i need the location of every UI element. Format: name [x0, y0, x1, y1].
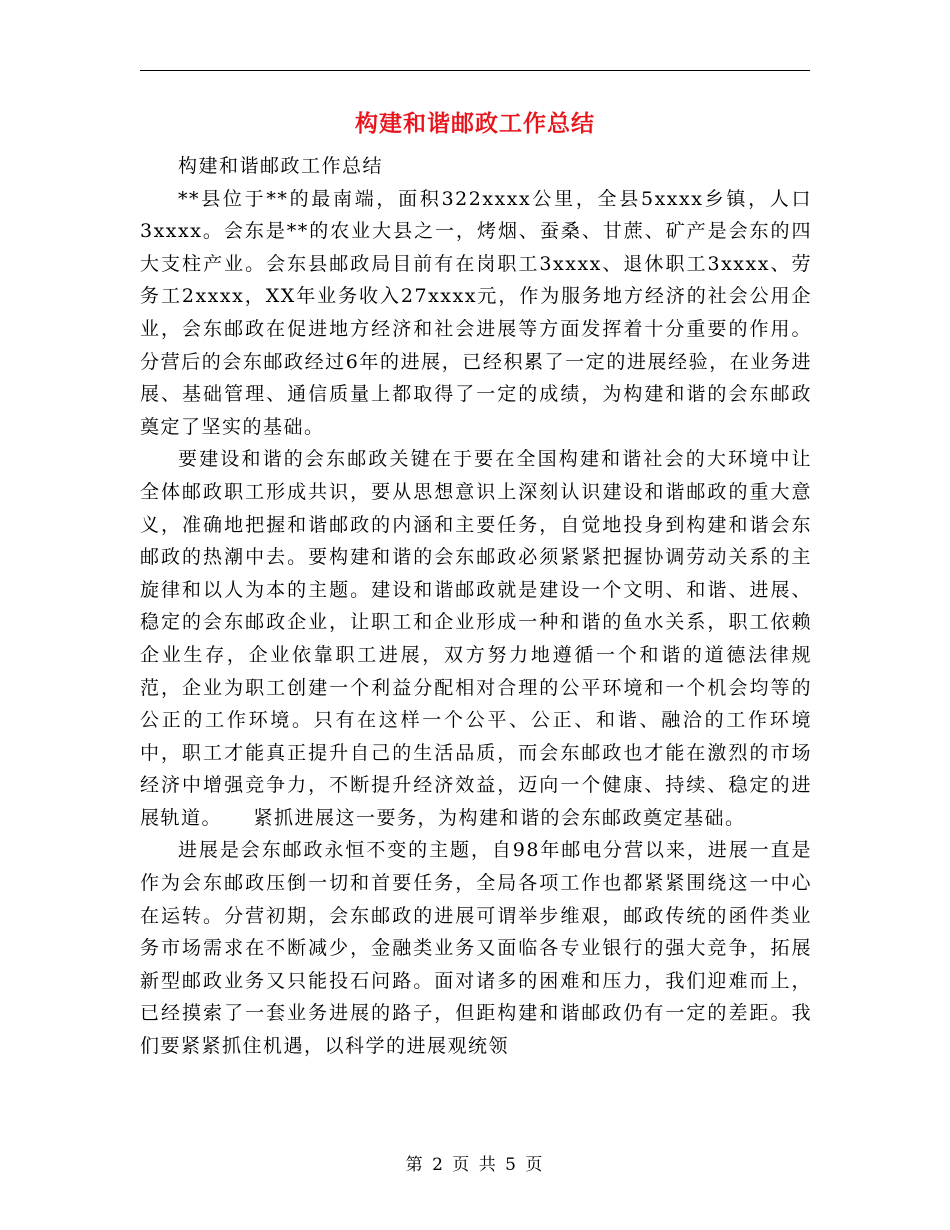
header-rule: [140, 70, 810, 71]
body-paragraph: **县位于**的最南端，面积322xxxx公里，全县5xxxx乡镇，人口3xxxx。会东是**的农业大县之一，烤烟、蚕桑、甘蔗、矿产是会东的四大支柱产业。会东县邮政局目前有在岗职工3xxxx、退休职工3xxxx、劳务工2xxxx，XX年业务收入27xxxx元，作为服务地方经济的社会公用企业，会东邮政在促进地方经济和社会进展等方面发挥着十分重要的作用。分营后的会东邮政经过6年的进展，已经积累了一定的进展经验，在业务进展、基础管理、通信质量上都取得了一定的成绩，为构建和谐的会东邮政奠定了坚实的基础。: [140, 187, 812, 438]
subtitle-paragraph: 构建和谐邮政工作总结: [178, 155, 384, 177]
document-title: 构建和谐邮政工作总结: [355, 110, 595, 137]
page-number-footer: 第 2 页 共 5 页: [405, 1155, 545, 1175]
document-body: [140, 150, 812, 1063]
body-paragraph: 进展是会东邮政永恒不变的主题，自98年邮电分营以来，进展一直是作为会东邮政压倒一切和首要任务，全局各项工作也都紧紧围绕这一中心在运转。分营初期，会东邮政的进展可谓举步维艰，邮政传统的函件类业务市场需求在不断减少，金融类业务又面临各专业银行的强大竞争，拓展新型邮政业务又只能投石问路。面对诸多的困难和压力，我们迎难而上，已经摸索了一套业务进展的路子，但距构建和谐邮政仍有一定的差距。我们要紧紧抓住机遇，以科学的进展观统领: [140, 839, 812, 1058]
body-paragraph: 要建设和谐的会东邮政关键在于要在全国构建和谐社会的大环境中让全体邮政职工形成共识，要从思想意识上深刻认识建设和谐邮政的重大意义，准确地把握和谐邮政的内涵和主要任务，自觉地投身到构建和谐会东邮政的热潮中去。要构建和谐的会东邮政必须紧紧把握协调劳动关系的主旋律和以人为本的主题。建设和谐邮政就是建设一个文明、和谐、进展、稳定的会东邮政企业，让职工和企业形成一种和谐的鱼水关系，职工依赖企业生存，企业依靠职工进展，双方努力地遵循一个和谐的道德法律规范，企业为职工创建一个利益分配相对合理的公平环境和一个机会均等的公正的工作环境。只有在这样一个公平、公正、和谐、融洽的工作环境中，职工才能真正提升自己的生活品质，而会东邮政也才能在激烈的市场经济中增强竞争力，不断提升经济效益，迈向一个健康、持续、稳定的进展轨道。 紧抓进展这一要务，为构建和谐的会东邮政奠定基础。: [140, 448, 812, 829]
